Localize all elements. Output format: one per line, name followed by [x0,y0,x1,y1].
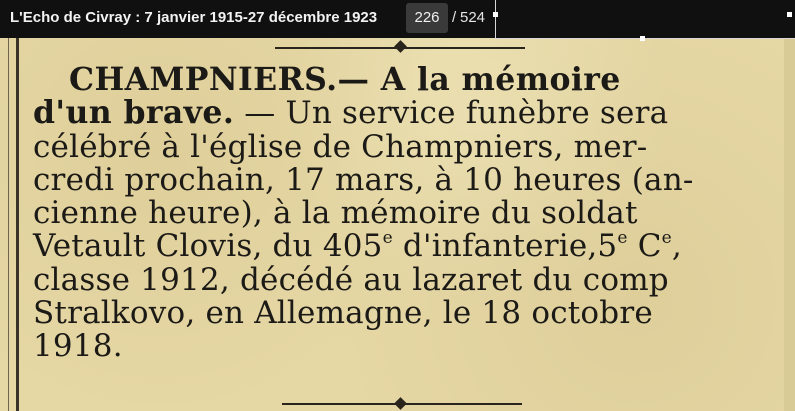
viewer-toolbar [0,0,795,38]
top-divider-ornament [394,40,407,53]
article-line-9: 1918. [33,328,123,365]
page-separator: / [452,9,457,26]
page-number-input[interactable] [406,3,448,33]
document-title: L'Echo de Civray : 7 janvier 1915-27 décembre 1923 [10,9,378,26]
adjacent-column-strip [784,38,795,411]
selection-handle-left[interactable] [493,12,498,17]
column-rule [16,38,19,411]
article-line-6: Vetault Clovis, du 405e d'infanterie,5e Ce, [33,228,682,265]
article-line-7: classe 1912, décédé au lazaret du comp [33,261,669,298]
page-total-count: 524 [460,9,486,26]
article-line-4: credi prochain, 17 mars, à 10 heures (an- [33,161,694,198]
selection-edge-vertical[interactable] [495,0,496,38]
article-line-2: d'un brave. — Un service funèbre sera [33,94,669,132]
article-line-3: célébré à l'église de Champniers, mer- [33,128,648,165]
bottom-divider-ornament [394,397,407,410]
selection-handle-right[interactable] [787,12,792,17]
selection-edge-horizontal[interactable] [495,38,795,39]
article-text [33,63,773,364]
article-line-8: Stralkovo, en Allemagne, le 18 octobre [33,295,653,332]
article-line-5: cienne heure), à la mémoire du soldat [33,195,638,232]
article-headline: CHAMPNIERS.— A la mémoire [69,61,621,98]
selection-handle-bottom[interactable] [640,36,645,41]
column-rule-thin [8,38,9,411]
newspaper-scan [0,38,795,411]
